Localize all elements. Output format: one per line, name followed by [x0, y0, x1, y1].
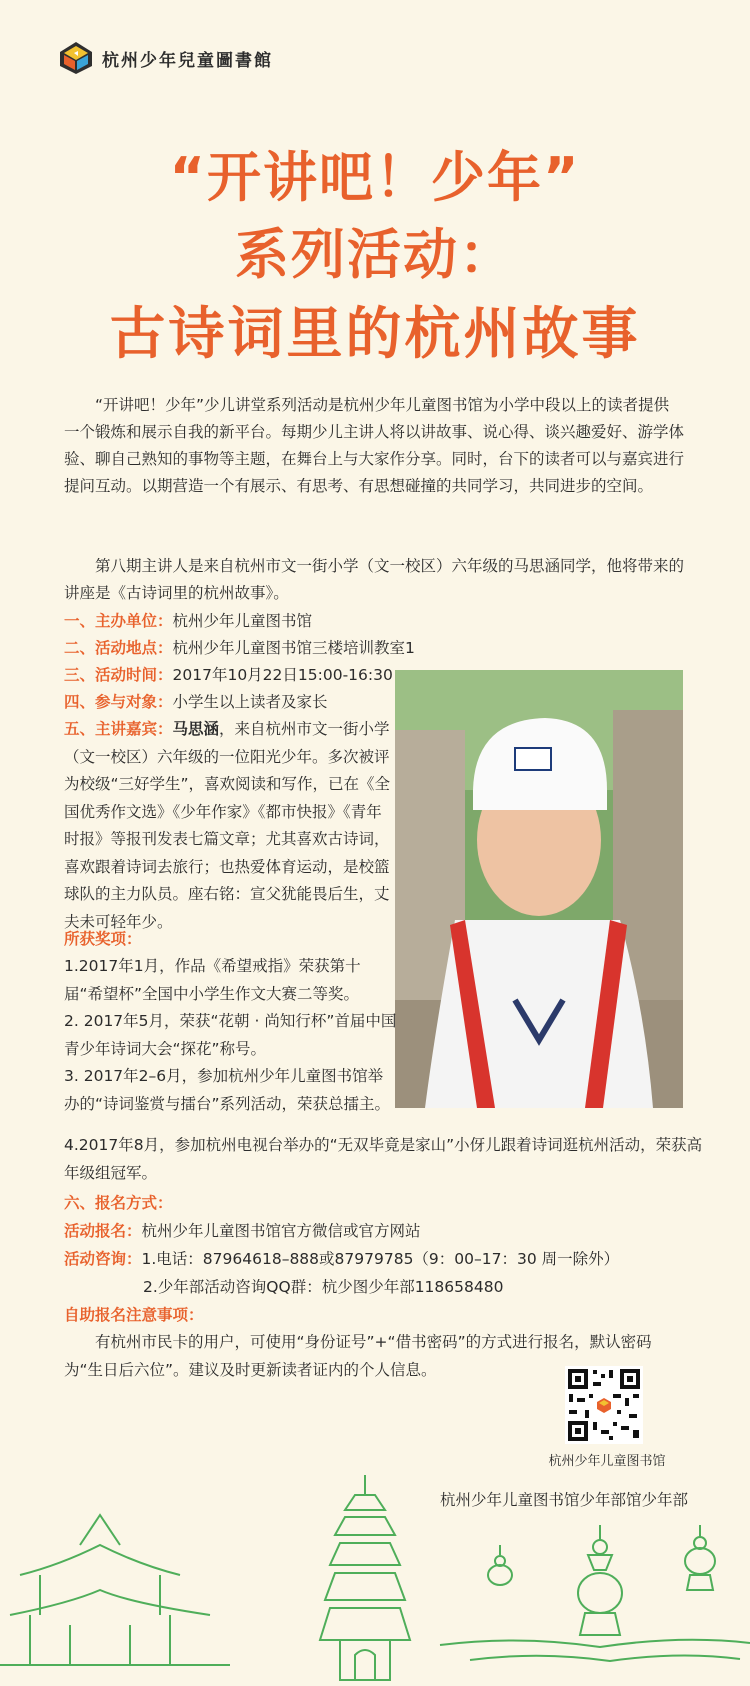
awards-list: [64, 953, 398, 1118]
library-header: [58, 40, 273, 76]
awards-title: 所获奖项：: [64, 930, 142, 948]
consult-phone: 1.电话：87964618–888或87979785（9：00–17：30 周一除外）: [141, 1250, 620, 1268]
library-name: 杭州少年兒童圖書館: [102, 50, 273, 71]
intro-paragraph-2: 第八期主讲人是来自杭州市文一街小学（文一校区）六年级的马思涵同学，他将带来的讲座是《古诗词里的杭州故事》。: [64, 557, 685, 602]
guest-photo: [395, 670, 683, 1108]
organizer-label: 一、主办单位：: [64, 612, 173, 630]
qr-caption: 杭州少年儿童图书馆: [548, 1454, 666, 1469]
award-item: 3. 2017年2–6月，参加杭州少年儿童图书馆举办的“诗词鉴赏与擂台”系列活动，荣获总擂主。: [64, 1067, 391, 1113]
qr-code: [565, 1366, 643, 1444]
guest-intro: [64, 716, 394, 936]
consult-qq: 2.少年部活动咨询QQ群：杭少图少年部118658480: [143, 1278, 504, 1296]
venue-value: 杭州少年儿童图书馆三楼培训教室1: [172, 639, 415, 657]
note-title: 自助报名注意事项：: [64, 1306, 204, 1324]
award-item: 2. 2017年5月，荣获“花朝 · 尚知行杯”首届中国青少年诗词大会“探花”称号。: [64, 1012, 397, 1058]
note-text: 有杭州市民卡的用户，可使用“身份证号”+“借书密码”的方式进行报名，默认密码为“生日后六位”。建议及时更新读者证内的个人信息。: [64, 1333, 652, 1379]
hangzhou-skyline-illustration: [0, 1475, 750, 1686]
pavilion-icon: [0, 1515, 230, 1665]
organizer-row: [64, 608, 312, 635]
guest-bio: ，来自杭州市文一街小学（文一校区）六年级的一位阳光少年。多次被评为校级“三好学生”，喜欢阅读和写作，已在《全国优秀作文选》《少年作家》《都市快报》《青年时报》等报刊发表七篇文章；尤其喜欢古诗词，喜欢跟着诗词去旅行；也热爱体育运动，是校篮球队的主力队员。座右铭：宣父犹能畏后生，丈夫未可轻年少。: [64, 720, 391, 931]
signature: 杭州少年儿童图书馆少年部馆少年部: [440, 1491, 689, 1509]
signup-value: 杭州少年儿童图书馆官方微信或官方网站: [141, 1222, 421, 1240]
venue-row: [64, 635, 415, 662]
venue-label: 二、活动地点：: [64, 639, 173, 657]
guest-label: 五、主讲嘉宾：: [64, 720, 173, 738]
audience-row: [64, 689, 328, 716]
organizer-value: 杭州少年儿童图书馆: [172, 612, 313, 630]
consult-row: [64, 1246, 619, 1273]
award-item: 4.2017年8月，参加杭州电视台举办的“无双毕竟是家山”小伢儿跟着诗词逛杭州活动，荣获高年级组冠军。: [64, 1136, 703, 1182]
time-label: 三、活动时间：: [64, 666, 173, 684]
audience-value: 小学生以上读者及家长: [172, 693, 328, 711]
title-line-1: “开讲吧！少年”: [169, 146, 581, 209]
time-row: [64, 662, 393, 689]
consult-label: 活动咨询：: [64, 1250, 142, 1268]
library-book-logo-icon: [58, 40, 94, 76]
registration-title: 六、报名方式：: [64, 1194, 173, 1212]
signup-row: [64, 1218, 421, 1245]
award-item: 1.2017年1月，作品《希望戒指》荣获第十届“希望杯”全国中小学生作文大赛二等奖。: [64, 957, 361, 1003]
leifeng-pagoda-icon: [320, 1475, 410, 1680]
title-line-3: 古诗词里的杭州故事: [109, 302, 641, 367]
signup-label: 活动报名：: [64, 1222, 142, 1240]
audience-label: 四、参与对象：: [64, 693, 173, 711]
time-value: 2017年10月22日15:00-16:30: [172, 666, 393, 684]
title-line-2: 系列活动：: [235, 223, 515, 286]
guest-name: 马思涵: [172, 720, 220, 738]
three-pools-moon-icon: [440, 1525, 750, 1661]
intro-paragraph-1: “开讲吧！少年”少儿讲堂系列活动是杭州少年儿童图书馆为小学中段以上的读者提供一个锻炼和展示自我的新平台。每期少儿主讲人将以讲故事、说心得、谈兴趣爱好、游学体验、聊自己熟知的事物等主题，在舞台上与大家作分享。同时，台下的读者可以与嘉宾进行提问互动。以期营造一个有展示、有思考、有思想碰撞的共同学习，共同进步的空间。: [64, 396, 685, 495]
